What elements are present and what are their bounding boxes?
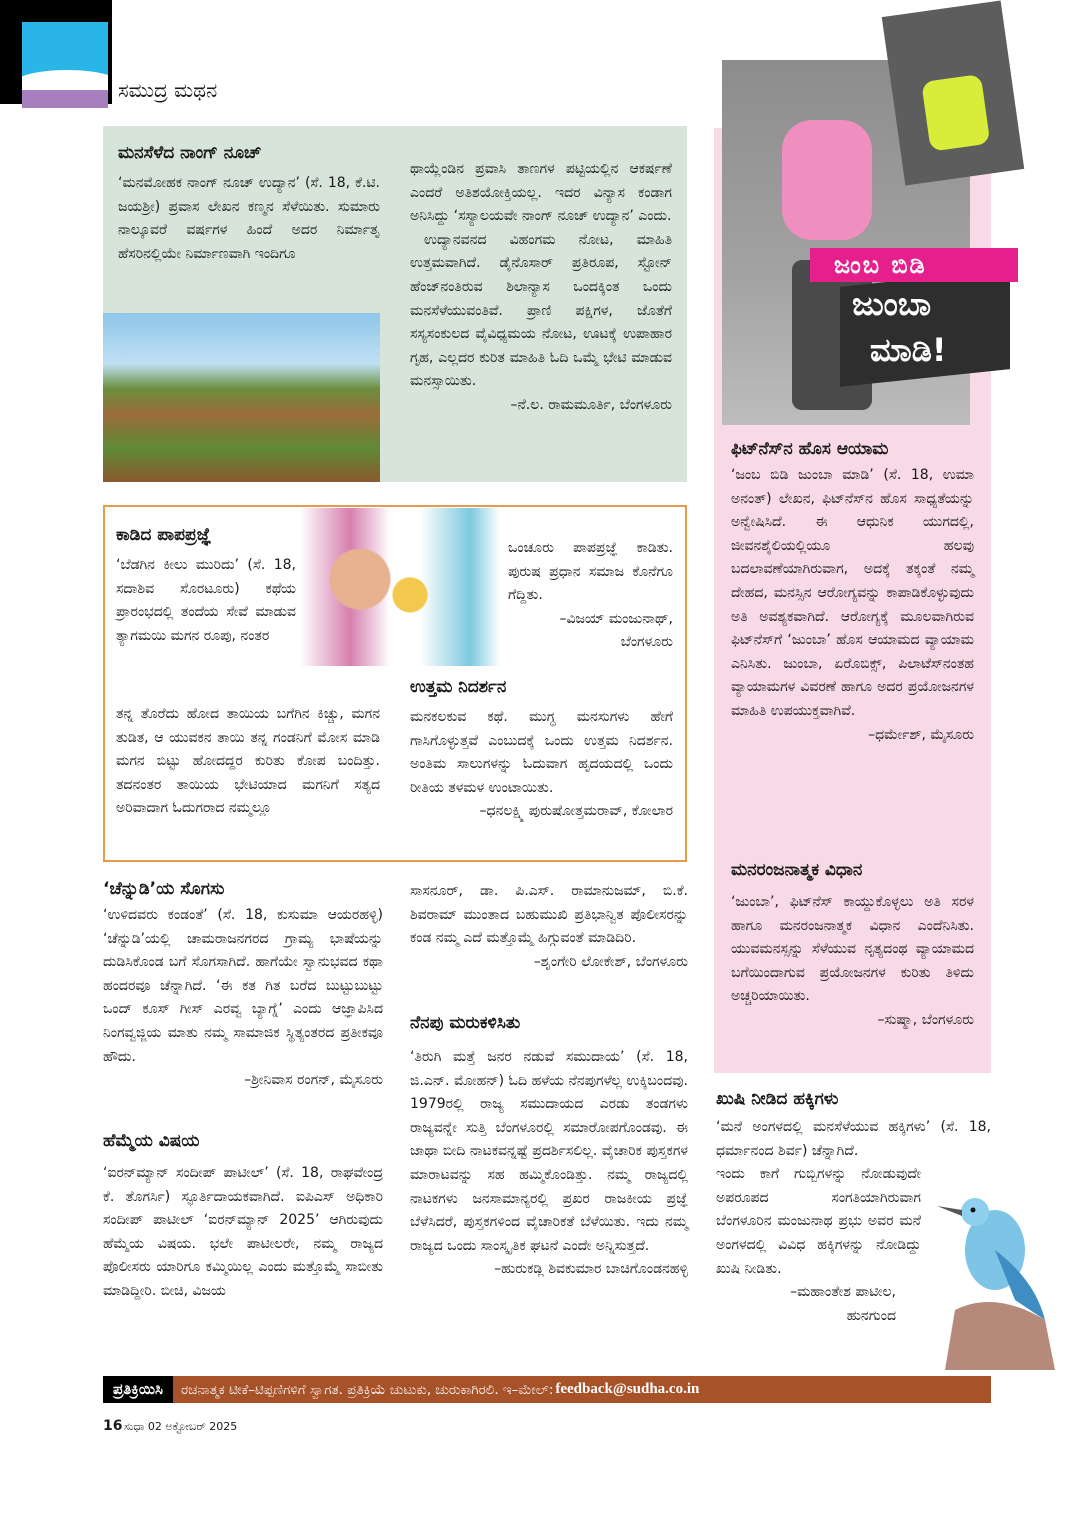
letter-title: ಖುಷಿ ನೀಡಿದ ಹಕ್ಕಿಗಳು [716, 1089, 839, 1109]
letter-signature: –ಮಹಾಂತೇಶ ಪಾಟೀಲ, [790, 1284, 896, 1301]
zumba-dancer-photo-small [882, 0, 1024, 185]
blue-bird-photo [935, 1190, 1055, 1370]
letter-guilt-col1-cont [116, 703, 380, 821]
feedback-label: ಪ್ರತಿಕ್ರಿಯಿಸಿ [103, 1376, 173, 1403]
letter-body: ಸಾಸನೂರ್, ಡಾ. ಪಿ.ಎಸ್. ರಾಮಾನುಜಮ್, ಬಿ.ಕೆ. ಶಿವರಾಮ್ ಮುಂತಾದ ಬಹುಮುಖಿ ಪ್ರತಿಭಾನ್ವಿತ ಪೊಲೀಸರನ್ನು ಕಂಡ ನಮ್ಮ ಎದೆ ಮತ್ತೊಮ್ಮೆ ಹಿಗ್ಗುವಂತೆ ಮಾಡಿದಿರಿ. [410, 883, 688, 947]
letter-body: ಉದ್ಯಾನವನದ ವಿಹಂಗಮ ನೋಟ, ಮಾಹಿತಿ ಉತ್ತಮವಾಗಿದೆ. ಡೈನೊಸಾರ್ ಪ್ರತಿರೂಪ, ಸ್ಟೋನ್ ಹೆಂಜ್‌ನಂತಿರುವ ಶಿಲಾನ್ಯಾಸ ಒಂದಕ್ಕಿಂತ ಒಂದು ಮನಸೆಳೆಯುವಂತಿವೆ. ಪ್ರಾಣಿ ಪಕ್ಷಿಗಳ, ಜೊತೆಗೆ ಸಸ್ಯಸಂಕುಲದ ವೈವಿಧ್ಯಮಯ ನೋಟ, ಊಟಕ್ಕೆ ಉಪಾಹಾರ ಗೃಹ, ಎಲ್ಲದರ ಕುರಿತ ಮಾಹಿತಿ ಓದಿ ಒಮ್ಮೆ ಭೇಟಿ ಮಾಡುವ ಮನಸ್ಸಾಯಿತು. [410, 231, 672, 390]
letter-body: ಒಂಚೂರು ಪಾಪಪ್ರಜ್ಞೆ ಕಾಡಿತು. ಪುರುಷ ಪ್ರಧಾನ ಸಮಾಜ ಕೊನೆಗೂ ಗೆದ್ದಿತು. [508, 540, 673, 604]
letter-signature: –ಧನಲಕ್ಷ್ಮಿ ಪುರುಷೋತ್ತಮರಾವ್, ಕೋಲಾರ [479, 803, 673, 820]
letter-fitness [731, 436, 974, 747]
letter-nong-nooch-col1 [118, 140, 380, 266]
letter-pride-col1 [103, 1128, 383, 1304]
letter-body: ಇಂದು ಕಾಗೆ ಗುಬ್ಬಿಗಳನ್ನು ನೋಡುವುದೇ ಅಪರೂಪದ ಸಂಗತಿಯಾಗಿರುವಾಗ ಬೆಂಗಳೂರಿನ ಮಂಜುನಾಥ ಪ್ರಭು ಅವರ ಮನೆ ಅಂಗಳದಲ್ಲಿ ವಿವಿಧ ಹಕ್ಕಿಗಳನ್ನು ನೋಡಿದ್ದು ಖುಷಿ ನೀಡಿತು. [716, 1166, 921, 1277]
letter-signature: –ಧರ್ಮೇಶ್, ಮೈಸೂರು [868, 726, 974, 743]
letter-chennudi [103, 876, 383, 1093]
letter-signature-place: ಬೆಂಗಳೂರು [620, 634, 673, 651]
letter-signature: –ವಿಜಯ್ ಮಂಜುನಾಥ್, [559, 610, 673, 627]
letter-title: ಹೆಮ್ಮೆಯ ವಿಷಯ [103, 1131, 200, 1151]
letter-body: ‘ಬೆಡಗಿನ ಕೀಲು ಮುರಿದು’ (ಸೆ. 18, ಸದಾಶಿವ ಸೊರಟೂರು) ಕಥೆಯ ಪ್ರಾರಂಭದಲ್ಲಿ ತಂದೆಯ ಸೇವೆ ಮಾಡುವ ತ್ಯಾಗಮಯಿ ಮಗನ ರೂಪು, ನಂತರ [116, 557, 296, 644]
letter-title: ಕಾಡಿದ ಪಾಪಪ್ರಜ್ಞೆ [116, 525, 212, 545]
letter-body: ‘ಐರನ್‌ಮ್ಯಾನ್ ಸಂದೀಪ್ ಪಾಟೀಲ್’ (ಸೆ. 18, ರಾಘವೇಂದ್ರ ಕೆ. ತೊಗರ್ಸಿ) ಸ್ಫೂರ್ತಿದಾಯಕವಾಗಿದೆ. ಐಪಿಎಸ್ ಅಧಿಕಾರಿ ಸಂದೀಪ್ ಪಾಟೀಲ್ ‘ಐರನ್‌ಮ್ಯಾನ್ 2025’ ಆಗಿರುವುದು ಹೆಮ್ಮೆಯ ವಿಷಯ. ಭಲೇ ಪಾಟೀಲರೇ, ನಮ್ಮ ರಾಜ್ಯದ ಪೊಲೀಸರು ಯಾರಿಗೂ ಕಮ್ಮಿಯಿಲ್ಲ ಎಂದು ಮತ್ತೊಮ್ಮೆ ಸಾಬೀತು ಮಾಡಿದ್ದೀರಿ. ಬೀಚಿ, ವಿಜಯ [103, 1165, 383, 1299]
feedback-email-link[interactable]: feedback@sudha.co.in [555, 1381, 700, 1397]
letter-signature: –ಹುರುಕಡ್ಲಿ ಶಿವಕುಮಾರ ಬಾಚಿಗೊಂಡನಹಳ್ಳಿ [494, 1261, 688, 1278]
letter-body: ಥಾಯ್ಲೆಂಡಿನ ಪ್ರವಾಸಿ ತಾಣಗಳ ಪಟ್ಟಿಯಲ್ಲಿನ ಆಕರ್ಷಣೆ ಎಂದರೆ ಅತಿಶಯೋಕ್ತಿಯಲ್ಲ. ಇದರ ವಿನ್ಯಾಸ ಕಂಡಾಗ ಅನಿಸಿದ್ದು ‘ಸಸ್ಯಾಲಯವೇ ನಾಂಗ್ ನೂಚ್ ಉದ್ಯಾನ’ ಎಂದು. [410, 161, 672, 225]
letter-pride-col2 [410, 880, 688, 974]
letter-title: ‘ಚೆನ್ನುಡಿ’ಯ ಸೊಗಸು [103, 879, 225, 899]
issue-info: ಸುಧಾ 02 ಅಕ್ಟೋಬರ್ 2025 [124, 1420, 238, 1433]
letter-signature: –ಶ್ರೀನಿವಾಸ ರಂಗನ್, ಮೈಸೂರು [244, 1072, 383, 1089]
zumba-banner-line3: ಮಾಡಿ! [870, 331, 947, 369]
letter-body: ತನ್ನ ತೊರೆದು ಹೋದ ತಾಯಿಯ ಬಗೆಗಿನ ಕಿಚ್ಚು, ಮಗನ ತುಡಿತ, ಆ ಯುವಕನ ತಾಯಿ ತನ್ನ ಗಂಡನಿಗೆ ಮೋಸ ಮಾಡಿ ಮಗನ ಬಿಟ್ಟು ಹೋದದ್ದರ ಕುರಿತು ಕೋಪ ಬಂದಿತ್ತು. ತದನಂತರ ತಾಯಿಯ ಭೇಟಿಯಾದ ಮಗನಿಗೆ ಸತ್ಯದ ಅರಿವಾದಾಗ ಓದುಗರಾದ ನಮ್ಮಲ್ಲೂ [116, 706, 380, 817]
letter-title: ಫಿಟ್‌ನೆಸ್‌ನ ಹೊಸ ಆಯಾಮ [731, 439, 889, 459]
letter-body: ‘ಉಳಿದವರು ಕಂಡಂತೆ’ (ಸೆ. 18, ಕುಸುಮಾ ಆಯರಹಳ್ಳಿ) ‘ಚೆನ್ನುಡಿ’ಯಲ್ಲಿ ಚಾಮರಾಜನಗರದ ಗ್ರಾಮ್ಯ ಭಾಷೆಯನ್ನು ದುಡಿಸಿಕೊಂಡ ಬಗೆ ಸೊಗಸಾಗಿದೆ. ಹಾಗೆಯೇ ಸ್ವಾನುಭವದ ಕಥಾ ಹಂದರವೂ ಚೆನ್ನಾಗಿದೆ. ‘ಈ ಕತ ಗಿತ ಬರೆದ ಬುಟ್ಟುಬುಟ್ಟು ಒಂದ್ ಕೂಸ್ ಗೀಸ್ ಎರವ್ವ ಬ್ಯಾಗ್ನೆ’ ಎಂದು ಆಜ್ಞಾಪಿಸಿದ ನಿಂಗವ್ವಜ್ಜಿಯ ಮಾತು ನಮ್ಮ ಸಾಮಾಜಿಕ ಸ್ಥಿತ್ಯಂತರದ ಪ್ರತೀಕವೂ ಹೌದು. [103, 907, 383, 1065]
nong-nooch-garden-photo [103, 313, 380, 482]
page-number: 16 [103, 1418, 123, 1434]
letter-title: ಉತ್ತಮ ನಿದರ್ಶನ [410, 677, 507, 697]
letter-body: ಮನಕಲಕುವ ಕಥೆ. ಮುಗ್ಧ ಮನಸುಗಳು ಹೇಗೆ ಗಾಸಿಗೊಳ್ಳುತ್ತವೆ ಎಂಬುದಕ್ಕೆ ಒಂದು ಉತ್ತಮ ನಿದರ್ಶನ. ಅಂತಿಮ ಸಾಲುಗಳನ್ನು ಓದುವಾಗ ಹೃದಯದಲ್ಲಿ ಒಂದು ರೀತಿಯ ತಳಮಳ ಉಂಟಾಯಿತು. [410, 709, 673, 796]
letter-example [410, 674, 673, 824]
story-illustration [300, 508, 500, 666]
zumba-banner-line1: ಜಂಬ ಬಿಡಿ [810, 248, 1018, 282]
letter-body: ‘ಮನೆ ಅಂಗಳದಲ್ಲಿ ಮನಸೆಳೆಯುವ ಹಕ್ಕಿಗಳು’ (ಸೆ. 18, ಧರ್ಮಾನಂದ ಶಿರ್ವ) ಚೆನ್ನಾಗಿದೆ. [716, 1119, 991, 1159]
letter-entertaining [731, 857, 974, 1033]
section-title: ಸಮುದ್ರ ಮಥನ [118, 78, 218, 102]
letter-body: ‘ಜಂಬ ಬಿಡಿ ಜುಂಬಾ ಮಾಡಿ’ (ಸೆ. 18, ಉಮಾ ಅನಂತ್) ಲೇಖನ, ಫಿಟ್‌ನೆಸ್‌ನ ಹೊಸ ಸಾಧ್ಯತೆಯನ್ನು ಅನ್ವೇಷಿಸಿದೆ. ಈ ಆಧುನಿಕ ಯುಗದಲ್ಲಿ, ಜೀವನಶೈಲಿಯಲ್ಲಿಯೂ ಹಲವು ಬದಲಾವಣೆಯಾಗಿರುವಾಗ, ಅದಕ್ಕೆ ತಕ್ಕಂತೆ ನಮ್ಮ ದೇಹದ, ಮನಸ್ಸಿನ ಆರೋಗ್ಯವನ್ನು ಕಾಪಾಡಿಕೊಳ್ಳುವುದು ಅತಿ ಅವಶ್ಯಕವಾಗಿದೆ. ಆರೋಗ್ಯಕ್ಕೆ ಮೂಲವಾಗಿರುವ ಫಿಟ್‌ನೆಸ್‌ಗೆ ‘ಜುಂಬಾ’ ಹೊಸ ಆಯಾಮದ ವ್ಯಾಯಾಮ ಎನಿಸಿತು. ಜುಂಬಾ, ಏರೊಬಿಕ್ಸ್, ಪಿಲಾಟೆಸ್‌ನಂತಹ ವ್ಯಾಯಾಮಗಳ ವಿವರಣೆ ಹಾಗೂ ಅದರ ಪ್ರಯೋಜನಗಳ ಮಾಹಿತಿ ಉಪಯುಕ್ತವಾಗಿವೆ. [731, 467, 974, 719]
feedback-text: ರಚನಾತ್ಮಕ ಟೀಕೆ–ಟಿಪ್ಪಣಿಗಳಿಗೆ ಸ್ವಾಗತ. ಪ್ರತಿಕ್ರಿಯೆ ಚುಟುಕು, ಚುರುಕಾಗಿರಲಿ. ಇ–ಮೇಲ್: [180, 1381, 554, 1398]
letter-body: ‘ಮನಮೋಹಕ ನಾಂಗ್ ನೂಚ್ ಉದ್ಯಾನ’ (ಸೆ. 18, ಕೆ.ಟಿ. ಜಯಶ್ರೀ) ಪ್ರವಾಸ ಲೇಖನ ಕಣ್ಮನ ಸೆಳೆಯಿತು. ಸುಮಾರು ನಾಲ್ಕೂವರೆ ವರ್ಷಗಳ ಹಿಂದೆ ಅದರ ನಿರ್ಮಾತೃ ಹೆಸರಿನಲ್ಲಿಯೇ ನಿರ್ಮಾಣವಾಗಿ ಇಂದಿಗೂ [118, 175, 380, 262]
letter-guilt-col2 [508, 537, 673, 655]
feedback-bar [103, 1376, 991, 1403]
letter-memories [410, 1010, 688, 1282]
letter-title: ಮನರಂಜನಾತ್ಮಕ ವಿಧಾನ [731, 860, 863, 880]
letter-signature-place: ಹುನಗುಂದ [846, 1307, 896, 1324]
letter-signature: –ಶೃಂಗೇರಿ ಲೋಕೇಶ್, ಬೆಂಗಳೂರು [533, 953, 688, 970]
letter-guilt-col1 [116, 522, 296, 648]
letter-body: ‘ಜುಂಬಾ’, ಫಿಟ್‌ನೆಸ್ ಕಾಯ್ದುಕೊಳ್ಳಲು ಅತಿ ಸರಳ ಹಾಗೂ ಮನರಂಜನಾತ್ಮಕ ವಿಧಾನ ಎಂದೆನಿಸಿತು. ಯುವಮನಸ್ಸನ್ನು ಸೆಳೆಯುವ ನೃತ್ಯದಂಥ ವ್ಯಾಯಾಮದ ಬಗೆಯಿಂದಾಗುವ ಪ್ರಯೋಜನಗಳ ಕುರಿತು ತಿಳಿದು ಅಚ್ಚರಿಯಾಯಿತು. [731, 894, 974, 1005]
letter-signature: –ನೆ.ಲ. ರಾಮಮೂರ್ತಿ, ಬೆಂಗಳೂರು [510, 396, 672, 413]
ocean-wave-logo-icon [22, 22, 108, 108]
letter-signature: –ಸುಷ್ಮಾ, ಬೆಂಗಳೂರು [877, 1011, 974, 1028]
letter-title: ಮನಸೆಳೆದ ನಾಂಗ್ ನೂಚ್ [118, 143, 262, 163]
letter-nong-nooch-col2 [410, 158, 672, 418]
letter-title: ನೆನಪು ಮರುಕಳಿಸಿತು [410, 1013, 521, 1033]
zumba-banner-line2: ಜುಂಬಾ [852, 285, 932, 323]
letter-body: ‘ತಿರುಗಿ ಮತ್ತೆ ಜನರ ನಡುವೆ ಸಮುದಾಯ’ (ಸೆ. 18, ಜಿ.ಎನ್. ಮೋಹನ್) ಓದಿ ಹಳೆಯ ನೆನಪುಗಳೆಲ್ಲ ಉಕ್ಕಿಬಂದವು. 1979ರಲ್ಲಿ ರಾಜ್ಯ ಸಮುದಾಯದ ಎರಡು ತಂಡಗಳು ರಾಜ್ಯವನ್ನೇ ಸುತ್ತಿ ಬೆಂಗಳೂರಲ್ಲಿ ಸಮಾರೋಪಗೊಂಡವು. ಈ ಜಾಥಾ ಬೀದಿ ನಾಟಕವನ್ನಷ್ಟೆ ಪ್ರದರ್ಶಿಸಲಿಲ್ಲ. ವೈಚಾರಿಕ ಪುಸ್ತಕಗಳ ಮಾರಾಟವನ್ನು ಸಹ ಹಮ್ಮಿಕೊಂಡಿತ್ತು. ನಮ್ಮ ರಾಜ್ಯದಲ್ಲಿ ನಾಟಕಗಳು ಜನಸಾಮಾನ್ಯರಲ್ಲಿ ಪ್ರಖರ ರಾಜಕೀಯ ಪ್ರಜ್ಞೆ ಬೆಳೆಸಿದರೆ, ಪುಸ್ತಕಗಳಿಂದ ವೈಚಾರಿಕತೆ ಬೆಳೆಯಿತು. ಇದು ನಮ್ಮ ರಾಜ್ಯದ ಒಂದು ಸಾಂಸ್ಕೃತಿಕ ಘಟನೆ ಎಂದೇ ಅನ್ನಿಸುತ್ತದೆ. [410, 1049, 688, 1254]
